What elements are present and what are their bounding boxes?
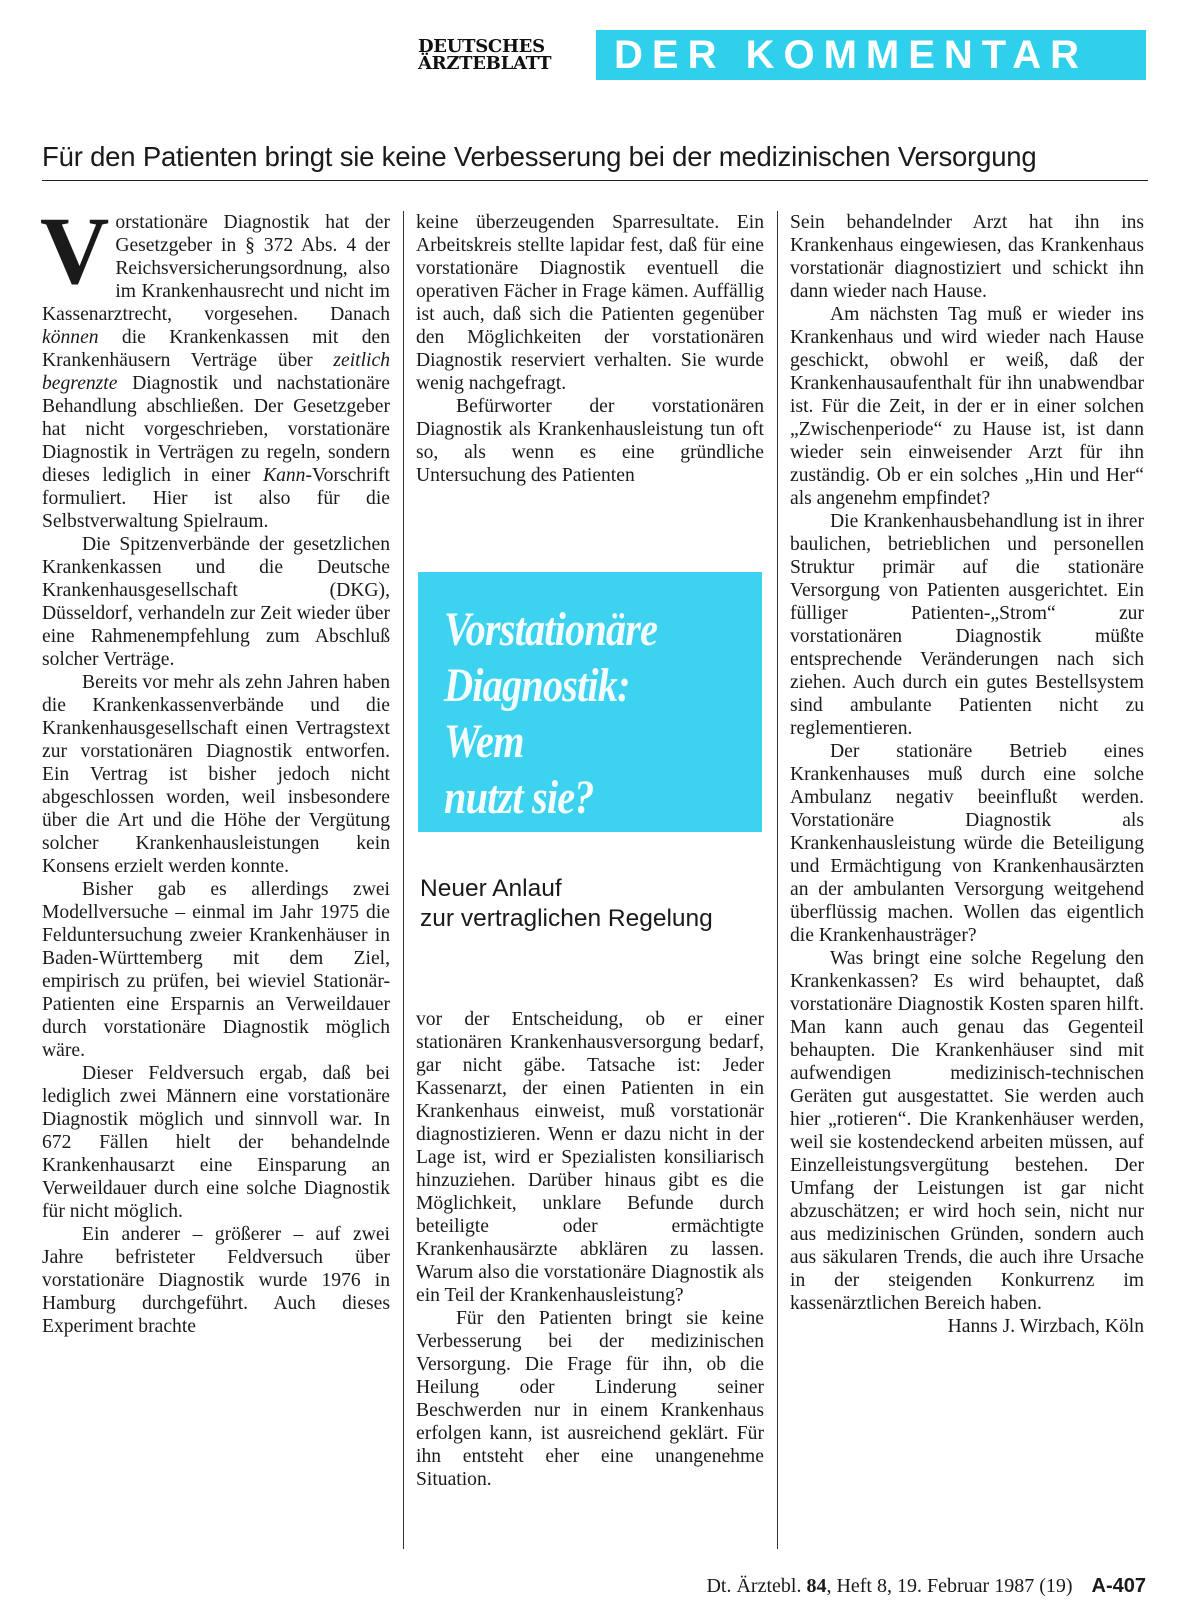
issue-info: , Heft 8, 19. Februar 1987 (19)	[826, 1575, 1073, 1597]
teaser-title: Vorstationäre Diagnostik: Wem nutzt sie?	[444, 603, 658, 824]
drop-cap: V	[40, 197, 110, 304]
paragraph: Die Krankenhausbehandlung ist in ihrer baulichen, betrieblichen und personellen Struktur primär auf die stationäre Versorgung von Patienten ausgerichtet. Ein fülliger Patienten-„Strom“ zur vorstationären Diagnostik müßte entsprechende Veränderungen nach sich ziehen. Auch durch ein gutes Bestellsystem sind ambulante Patienten nicht zu reglementieren.	[790, 511, 1144, 739]
paragraph: Sein behandelnder Arzt hat ihn ins Krankenhaus eingewiesen, das Krankenhaus vorstationär diagnostiziert und schickt ihn dann wieder nach Hause.	[790, 212, 1144, 302]
volume-number: 84	[806, 1575, 827, 1597]
section-banner: DER KOMMENTAR	[596, 30, 1146, 80]
article-column-1	[40, 197, 390, 1338]
paragraph: Bisher gab es allerdings zwei Modellversuche – einmal im Jahr 1975 die Felduntersuchung zweier Krankenhäuser in Baden-Württemberg mit dem Ziel, empirisch zu prüfen, bei wieviel Stationär-Patienten eine Ersparnis an Verweildauer durch vorstationäre Diagnostik möglich wäre.	[42, 879, 390, 1061]
paragraph: vor der Entscheidung, ob er einer stationären Krankenhausversorgung bedarf, gar nicht gäbe. Tatsache ist: Jeder Kassenarzt, der einen Patienten in ein Krankenhaus einweist, muß vorstationär diagnostizieren. Wenn er dazu nicht in der Lage ist, wird er Spezialisten konsiliarisch hinzuziehen. Darüber hinaus gibt es die Möglichkeit, unklare Befunde durch beteiligte oder ermächtigte Krankenhausärzte abklären zu lassen. Warum also die vorstationäre Diagnostik als ein Teil der Krankenhausleistung?	[416, 1009, 764, 1306]
teaser-subhead: Neuer Anlauf zur vertraglichen Regelung	[420, 875, 713, 932]
paragraph: Befürworter der vorstationären Diagnostik als Krankenhausleistung tun oft so, als wenn es eine gründliche Untersuchung des Patienten	[416, 396, 764, 486]
page-footer	[600, 1573, 1146, 1599]
paragraph: Vorstationäre Diagnostik hat der Gesetzgeber in § 372 Abs. 4 der Reichsversicherungsordnung, also im Krankenhausrecht und nicht im Kassenarztrecht, vorgesehen. Danach können die Krankenkassen mit den Krankenhäusern Verträge über zeitlich begrenzte Diagnostik und nachstationäre Behandlung abschließen. Der Gesetzgeber hat nicht vorgeschrieben, vorstationäre Diagnostik in Verträgen zu regeln, sondern dieses lediglich in einer Kann-Vorschrift formuliert. Hier ist also für die Selbstverwaltung Spielraum.	[40, 197, 390, 532]
publication-name-line2: ÄRZTEBLATT	[418, 53, 552, 74]
publication-name-line1: DEUTSCHES	[418, 36, 545, 57]
paragraph: Dieser Feldversuch ergab, daß bei lediglich zwei Männern eine vorstationäre Diagnostik möglich und sinnvoll war. In 672 Fällen hielt der behandelnde Krankenhausarzt eine Einsparung an Verweildauer durch eine solche Diagnostik für nicht möglich.	[42, 1063, 390, 1222]
journal-name: Dt. Ärztebl.	[706, 1575, 802, 1597]
article-column-2	[416, 211, 764, 487]
paragraph: Am nächsten Tag muß er wieder ins Krankenhaus und wird wieder nach Hause geschickt, obwohl er weiß, daß der Krankenhausaufenthalt für ihn unabwendbar ist. Für die Zeit, in der er in einer solchen „Zwischenperiode“ zu Hause ist, ist dann wieder sein einweisender Arzt für ihn zuständig. Ob er ein solches „Hin und Her“ als angenehm empfindet?	[790, 304, 1144, 509]
teaser-image	[418, 572, 762, 832]
article-column-3	[790, 211, 1144, 1338]
publication-logo	[418, 38, 588, 72]
paragraph: Ein anderer – größerer – auf zwei Jahre befristeter Feldversuch über vorstationäre Diagnostik wurde 1976 in Hamburg durchgeführt. Auch dieses Experiment brachte	[42, 1224, 390, 1337]
paragraph: Bereits vor mehr als zehn Jahren haben die Krankenkassenverbände und die Krankenhausgesellschaft einen Vertragstext zur vorstationären Diagnostik entworfen. Ein Vertrag ist bisher jedoch nicht abgeschlossen worden, weil insbesondere über die Art und die Höhe der Vergütung solcher Krankenhausleistungen kein Konsens erzielt werden konnte.	[42, 672, 390, 877]
paragraph: Für den Patienten bringt sie keine Verbesserung bei der medizinischen Versorgung. Die Frage für ihn, ob die Heilung oder Linderung seiner Beschwerden nur in einem Krankenhaus erfolgen kann, ist ausreichend geklärt. Für ihn entsteht eher eine unangenehme Situation.	[416, 1308, 764, 1490]
article-column-2-continued	[416, 1008, 764, 1491]
page-number: A-407	[1091, 1575, 1146, 1597]
column-divider-1	[403, 211, 404, 1549]
paragraph: keine überzeugenden Sparresultate. Ein Arbeitskreis stellte lapidar fest, daß für eine vorstationäre Diagnostik eventuell die operativen Fächer in Frage kämen. Auffällig ist auch, daß sich die Patienten gegenüber den Möglichkeiten der vorstationären Diagnostik reserviert verhalten. Sie wurde wenig nachgefragt.	[416, 212, 764, 394]
column-divider-2	[777, 211, 778, 1549]
author-byline: Hanns J. Wirzbach, Köln	[947, 1316, 1144, 1337]
headline-rule	[42, 180, 1148, 181]
paragraph: Was bringt eine solche Regelung den Krankenkassen? Es wird behauptet, daß vorstationäre Diagnostik Kosten sparen hilft. Man kann auch genau das Gegenteil behaupten. Die Krankenhäuser sind mit aufwendigen medizinisch-technischen Geräten gut ausgestattet. Sie werden auch hier „rotieren“. Die Krankenhäuser werden, weil sie kostendeckend arbeiten müssen, auf Einzelleistungsvergütung bestehen. Der Umfang der Leistungen ist gar nicht abzuschätzen; er wird hoch sein, nicht nur aus medizinischen Gründen, sondern auch aus säkularen Trends, die auch ihre Ursache in der steigenden Konkurrenz im kassenärztlichen Bereich haben.	[790, 948, 1144, 1314]
paragraph: Der stationäre Betrieb eines Krankenhauses muß durch eine solche Ambulanz negativ beeinflußt werden. Vorstationäre Diagnostik als Krankenhausleistung würde die Beteiligung und Ermächtigung von Krankenhausärzten an der ambulanten Versorgung weitgehend überflüssig machen. Wollen das eigentlich die Krankenhausträger?	[790, 741, 1144, 946]
paragraph: Die Spitzenverbände der gesetzlichen Krankenkassen und die Deutsche Krankenhausgesellschaft (DKG), Düsseldorf, verhandeln zur Zeit wieder über eine Rahmenempfehlung zum Abschluß solcher Verträge.	[42, 534, 390, 670]
headline: Für den Patienten bringt sie keine Verbesserung bei der medizinischen Versorgung	[42, 141, 1037, 172]
